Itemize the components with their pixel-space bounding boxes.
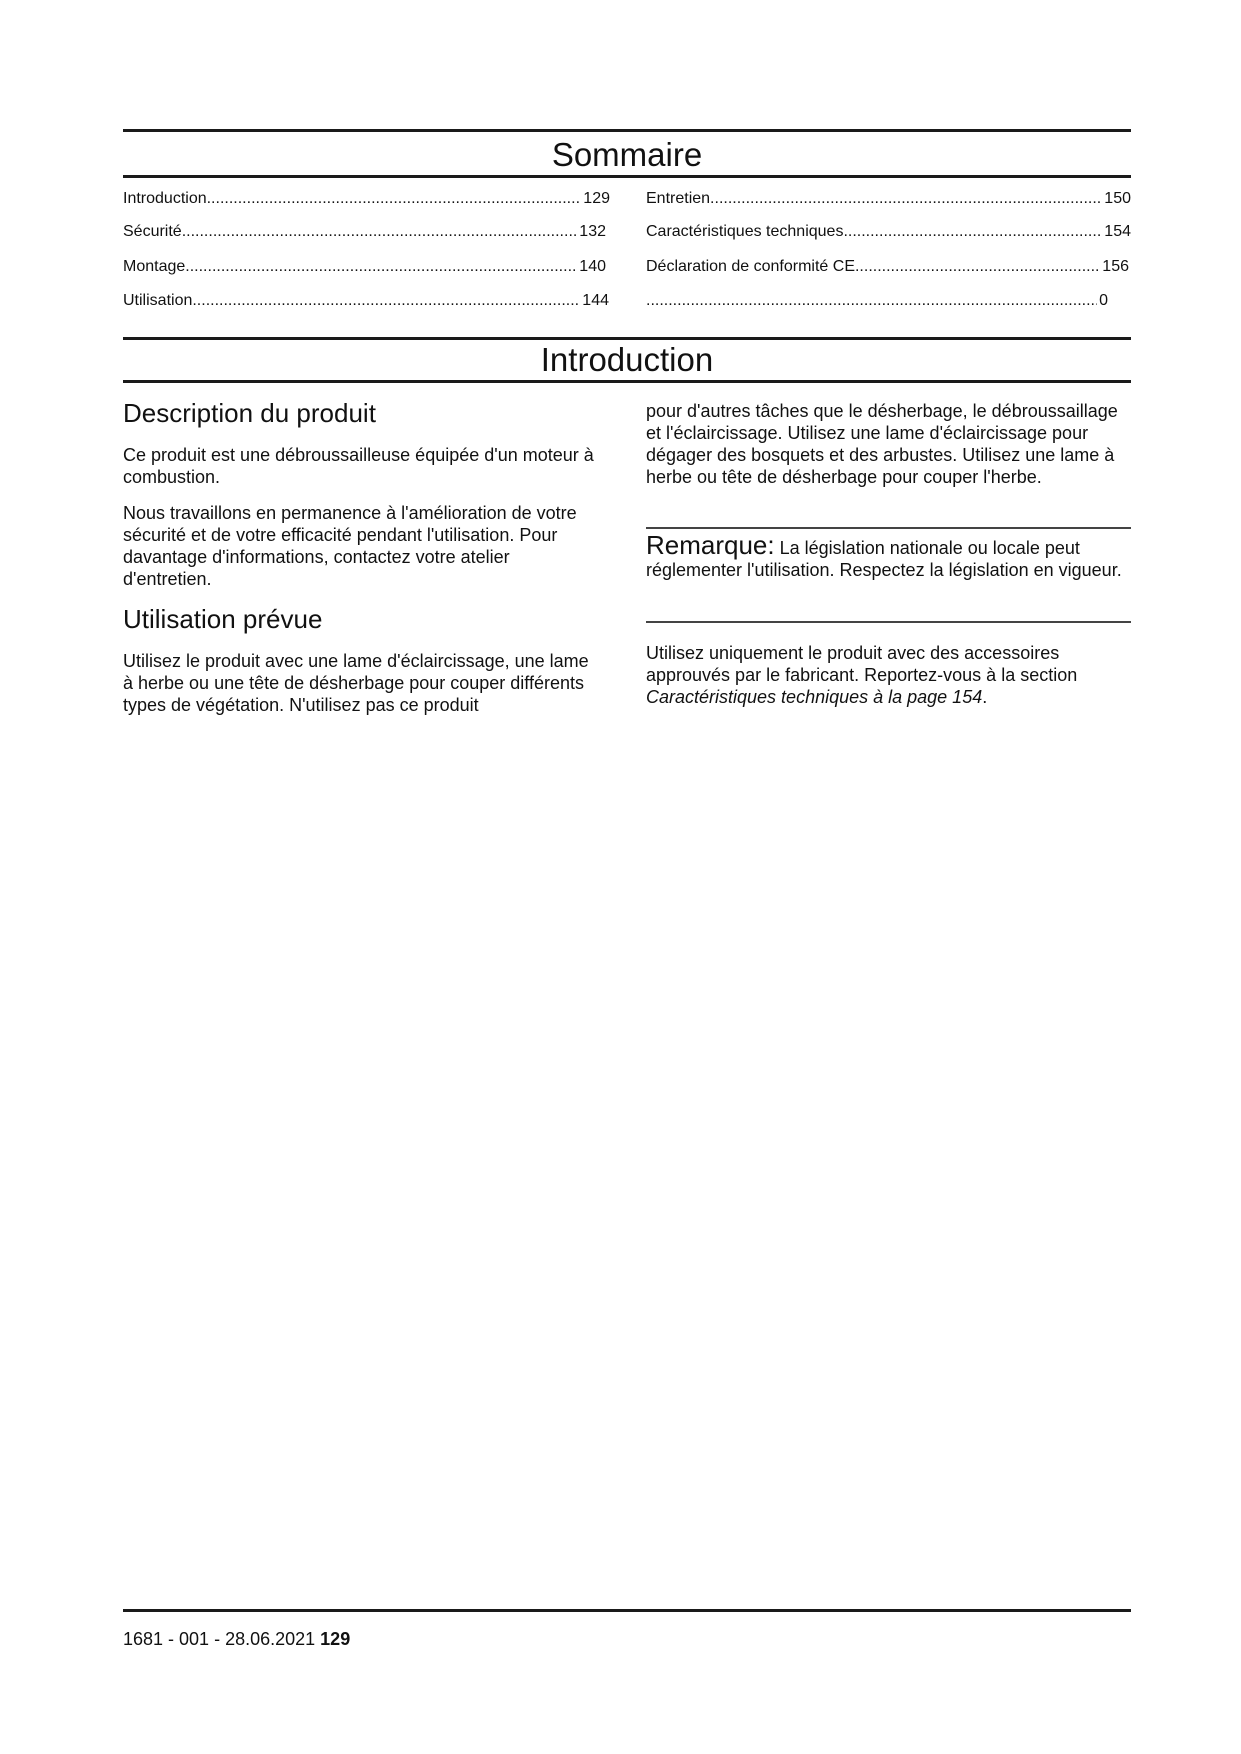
- footer-doc-ref: 1681 - 001 - 28.06.2021: [123, 1629, 316, 1649]
- note-box: [646, 530, 1131, 581]
- note-label: Remarque:: [646, 530, 775, 560]
- right-column-top: [646, 400, 1131, 488]
- toc-entry-montage[interactable]: Montage ..... 140: [123, 258, 606, 276]
- top-rule: [123, 129, 1131, 132]
- toc-entry-caracteristiques[interactable]: Caractéristiques techniques ..... 154: [646, 223, 1131, 241]
- usage-paragraph-continued: pour d'autres tâches que le désherbage, le débroussaillage et l'éclaircissage. Utilisez une lame d'éclaircissage pour dégager des bosquets et des arbustes. Utilisez une lame à herbe ou tête de désherbage pour couper l'herbe.: [646, 401, 1118, 487]
- intro-title: Introduction: [540, 341, 714, 378]
- accessories-block: [646, 642, 1131, 708]
- accessories-end: .: [982, 687, 988, 707]
- toc-entry-blank[interactable]: ..... 0: [646, 292, 1108, 310]
- footer-rule: [123, 1609, 1131, 1612]
- description-paragraph-1: Ce produit est une débroussailleuse équipée d'un moteur à combustion.: [123, 445, 594, 487]
- note-text: La législation nationale ou locale peut réglementer l'utilisation. Respectez la législation en vigueur.: [646, 538, 1122, 580]
- note-bottom-rule: [646, 621, 1131, 623]
- toc-title-rule: [123, 175, 1131, 178]
- accessories-text: Utilisez uniquement le produit avec des accessoires approuvés par le fabricant. Reportez-vous à la section: [646, 643, 1078, 685]
- description-paragraph-2: Nous travaillons en permanence à l'amélioration de votre sécurité et de votre efficacité pendant l'utilisation. Pour davantage d'informations, contactez votre atelier d'entretien.: [123, 503, 577, 589]
- toc-entry-entretien[interactable]: Entretien ..... 150: [646, 190, 1131, 208]
- usage-paragraph: Utilisez le produit avec une lame d'éclaircissage, une lame à herbe ou une tête de désherbage pour couper différents types de végétation. N'utilisez pas ce produit: [123, 651, 589, 715]
- left-column: [123, 398, 603, 716]
- footer-page-number: 129: [320, 1629, 351, 1649]
- intro-title-rule: [123, 380, 1131, 383]
- toc-entry-utilisation[interactable]: Utilisation ..... 144: [123, 292, 609, 310]
- toc-title: Sommaire: [551, 136, 703, 173]
- toc-entry-introduction[interactable]: Introduction ..... 129: [123, 190, 610, 208]
- usage-heading: Utilisation prévue: [123, 604, 323, 634]
- specs-link[interactable]: Caractéristiques techniques à la page 154: [646, 687, 983, 707]
- footer: [123, 1628, 350, 1650]
- toc-entry-securite[interactable]: Sécurité ..... 132: [123, 223, 606, 241]
- note-top-rule: [646, 527, 1131, 529]
- toc-entry-declaration[interactable]: Déclaration de conformité CE ..... 156: [646, 258, 1129, 276]
- description-heading: Description du produit: [123, 398, 376, 428]
